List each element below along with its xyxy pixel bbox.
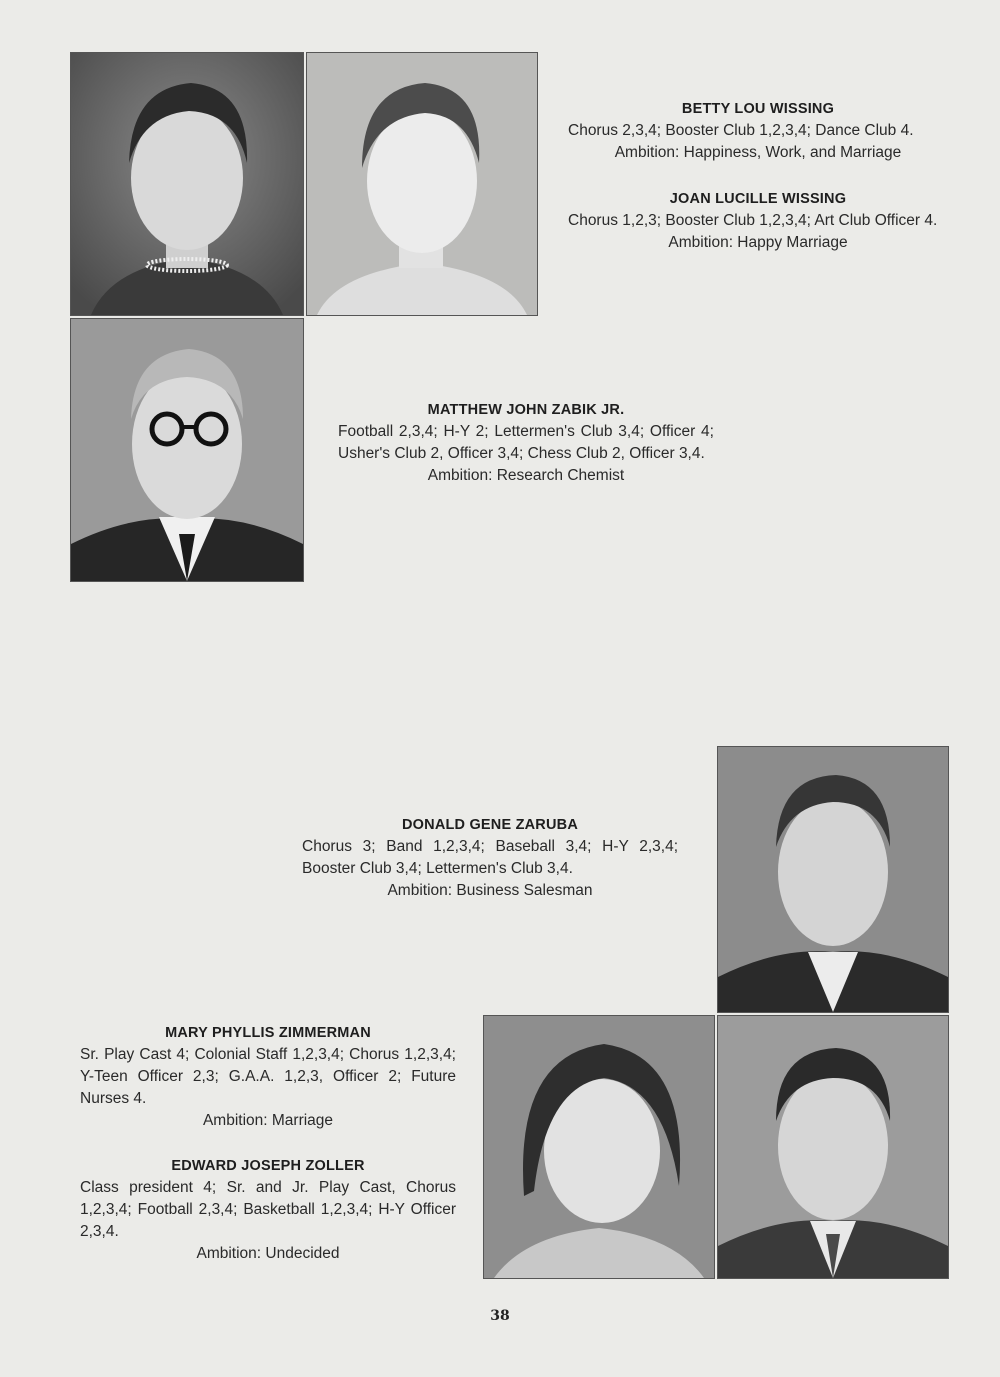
student-ambition: Ambition: Happy Marriage bbox=[668, 234, 848, 251]
student-name: DONALD GENE ZARUBA bbox=[402, 817, 578, 833]
student-name: BETTY LOU WISSING bbox=[681, 101, 835, 117]
student-entry-betty-lou-wissing bbox=[568, 98, 948, 164]
page-number: 38 bbox=[490, 1308, 510, 1324]
student-activities: Football 2,3,4; H-Y 2; Lettermen's Club 3,4; Officer 4; Usher's Club 2, Officer 3,4; Chess Club 2, Officer 3,4. bbox=[338, 423, 714, 462]
portrait-edward-joseph-zoller bbox=[717, 1015, 949, 1279]
student-entry-matthew-john-zabik bbox=[338, 399, 714, 487]
student-activities: Chorus 1,2,3; Booster Club 1,2,3,4; Art Club Officer 4. bbox=[568, 212, 938, 229]
student-ambition: Ambition: Happiness, Work, and Marriage bbox=[614, 144, 902, 161]
student-ambition: Ambition: Undecided bbox=[196, 1245, 340, 1262]
portrait-betty-lou-wissing bbox=[70, 52, 304, 316]
portrait-matthew-john-zabik bbox=[70, 318, 304, 582]
student-name: EDWARD JOSEPH ZOLLER bbox=[171, 1158, 365, 1174]
student-ambition: Ambition: Marriage bbox=[202, 1112, 334, 1129]
student-name: JOAN LUCILLE WISSING bbox=[669, 191, 847, 207]
student-name: MATTHEW JOHN ZABIK JR. bbox=[427, 402, 625, 418]
student-ambition: Ambition: Business Salesman bbox=[387, 882, 593, 899]
student-name: MARY PHYLLIS ZIMMERMAN bbox=[165, 1025, 371, 1041]
student-ambition: Ambition: Research Chemist bbox=[427, 467, 625, 484]
student-entry-donald-gene-zaruba bbox=[302, 814, 678, 902]
student-entry-edward-joseph-zoller bbox=[80, 1155, 456, 1265]
student-activities: Chorus 3; Band 1,2,3,4; Baseball 3,4; H-Y 2,3,4; Booster Club 3,4; Lettermen's Club 3,4. bbox=[302, 838, 678, 877]
portrait-mary-phyllis-zimmerman bbox=[483, 1015, 715, 1279]
student-entry-joan-lucille-wissing bbox=[568, 188, 948, 254]
portrait-joan-lucille-wissing bbox=[306, 52, 538, 316]
student-activities: Sr. Play Cast 4; Colonial Staff 1,2,3,4; Chorus 1,2,3,4; Y-Teen Officer 2,3; G.A.A. 1,2,3, Officer 2; Future Nurses 4. bbox=[80, 1046, 456, 1107]
portrait-donald-gene-zaruba bbox=[717, 746, 949, 1013]
student-entry-mary-phyllis-zimmerman bbox=[80, 1022, 456, 1132]
student-activities: Chorus 2,3,4; Booster Club 1,2,3,4; Dance Club 4. bbox=[568, 122, 914, 139]
student-activities: Class president 4; Sr. and Jr. Play Cast, Chorus 1,2,3,4; Football 2,3,4; Basketball 1,2,3,4; H-Y Officer 2,3,4. bbox=[80, 1179, 456, 1240]
